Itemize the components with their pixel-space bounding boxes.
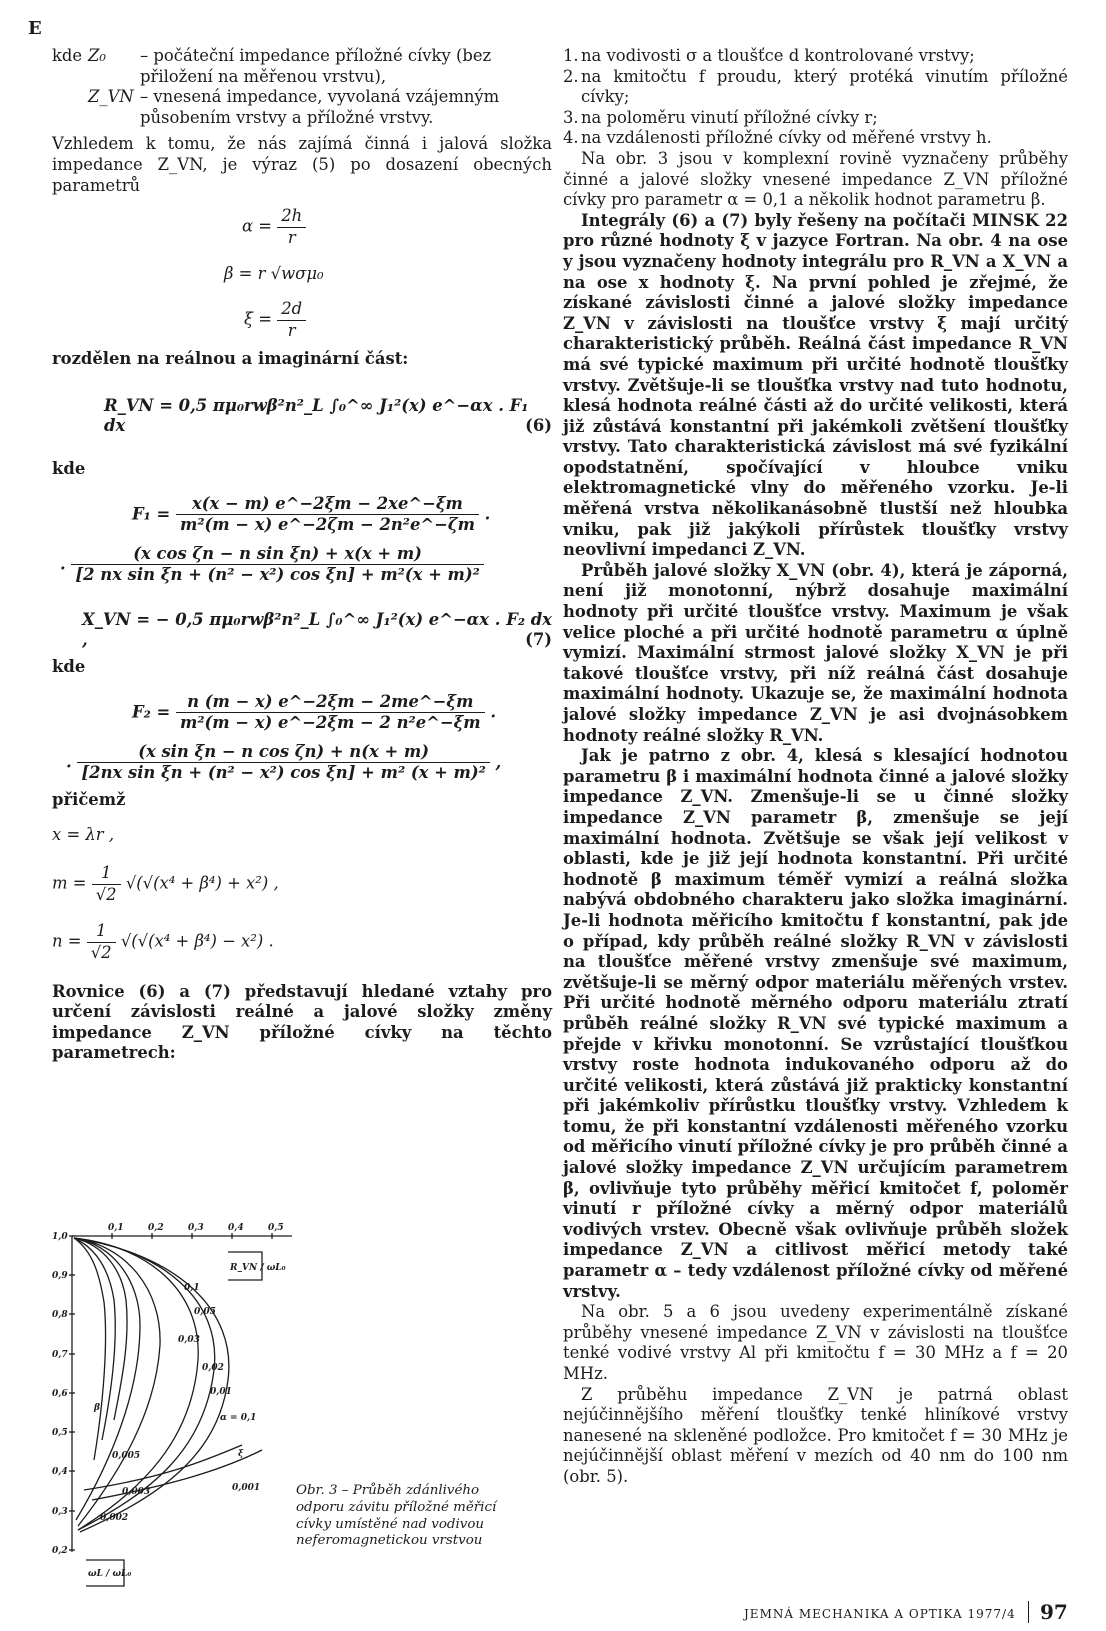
curve-label: 0,1	[184, 1283, 200, 1293]
curve-label: 0,01	[210, 1387, 232, 1397]
left-tick-label: 0,9	[52, 1271, 68, 1281]
curve-label: 0,005	[112, 1451, 141, 1461]
equation-f2: F₂ = $\frac{n (m - x) e\^{}-2\xi m - 2me\^{}-\xi m}{\text{m²(m − x) e\textasciicircum{}−2ξm − 2 n²e\textasciicircum{}−ξm}}$ .	[132, 691, 497, 733]
denominator: √2	[95, 884, 117, 904]
list-text: na vzdálenosti příložné cívky od měřené vrstvy h.	[581, 128, 992, 148]
list-text: na poloměru vinutí příložné cívky r;	[581, 107, 878, 127]
denominator: √2	[90, 943, 112, 962]
definition-z0	[52, 46, 552, 87]
left-column	[52, 46, 552, 1064]
list-text: na vodivosti σ a tloušťce d kontrolované vrstvy;	[581, 46, 975, 65]
def-symbol: Z_VN	[88, 87, 134, 107]
left-tick-label: 0,4	[52, 1467, 68, 1477]
equation-f2-second: . $\frac{\text{(x sin ξn − n cos ζn) + n(x + m)}}{\text{[2nx sin ξn + (n² − x²) cos ξn] + m² (x + m)²}}$ ,	[66, 741, 502, 783]
curve-label: 0,05	[194, 1307, 216, 1317]
def-label: kde	[52, 46, 83, 65]
top-tick-label: 0,5	[268, 1223, 284, 1233]
top-tick-label: 0,3	[188, 1223, 204, 1233]
eq-lhs: F₁ =	[132, 504, 171, 524]
denominator: [2 nx sin ξn + (n² − x²) cos ξn] + m²(x + m)²	[75, 565, 480, 585]
left-tick-label: 0,5	[52, 1428, 68, 1438]
denominator: r	[287, 320, 296, 340]
equation-f1: F₁ = $\frac{x(x - m) e\^{}-2\xi m - 2xe\^{}-\xi m}{\text{m²(m − x) e\textasciicircum{}−2ζm − 2n²e\textasciicircum{}−ζm}}$ .	[132, 493, 491, 535]
top-tick-label: 0,1	[108, 1223, 124, 1233]
alpha-label: α = 0,1	[220, 1413, 257, 1423]
denominator: m²(m − x) e^−2ξm − 2 n²e^−ξm	[179, 713, 481, 733]
pricemz-label: přičemž	[52, 790, 126, 810]
equation-n	[52, 921, 552, 963]
numerator: 1	[92, 863, 121, 885]
def-label	[52, 87, 88, 128]
fraction	[176, 494, 479, 536]
eq-rhs: √(√(x⁴ + β⁴) − x²) .	[120, 932, 274, 951]
eq-body: R_VN = 0,5 πμ₀rwβ²n²_L ∫₀^∞ J₁²(x) e^−αx . F₁ dx	[104, 395, 529, 436]
numerator: (x cos ζn − n sin ξn) + x(x + m)	[71, 544, 483, 566]
eq-body: X_VN = − 0,5 πμ₀rwβ²n²_L ∫₀^∞ J₁²(x) e^−αx . F₂ dx ,	[82, 609, 552, 650]
equation-beta: β = r √wσμ₀	[224, 264, 324, 284]
left-tick-label: 0,8	[52, 1310, 68, 1320]
curve-label: 0,03	[178, 1335, 200, 1345]
definition-zvn	[52, 87, 552, 128]
figure-caption: Obr. 3 – Průběh zdánlivého odporu závitu příložné měřicí cívky umístěné nad vodivou neferomagnetickou vrstvou	[296, 1483, 497, 1549]
fraction	[277, 299, 306, 341]
list-item	[563, 128, 1068, 149]
curve-label: 0,003	[122, 1487, 151, 1497]
eq-lhs: F₂ =	[132, 702, 171, 722]
curve-label: 0,001	[232, 1483, 261, 1493]
parameter-list	[563, 46, 1068, 149]
left-tick-label: 1,0	[52, 1232, 68, 1242]
numerator: 1	[87, 921, 116, 943]
left-tick-label: 0,3	[52, 1507, 68, 1517]
equation-6	[104, 396, 552, 437]
equation-7	[82, 610, 552, 651]
list-text: na kmitočtu f proudu, který protéká vinutím příložné cívky;	[581, 66, 1068, 107]
paragraph: Rovnice (6) a (7) představují hledané vztahy pro určení závislosti reálné a jalové složky změny impedance Z_VN příložné cívky na těchto parametrech:	[52, 981, 552, 1063]
fraction	[176, 692, 485, 734]
paragraph: Integrály (6) a (7) byly řešeny na počítači MINSK 22 pro různé hodnoty ξ v jazyce Fortran. Na obr. 4 na ose y jsou vyznačeny hodnoty integrálu pro R_VN a X_VN a na ose x hodnoty ξ. Na první pohled je zřejmé, že získané závislosti činné a jalové složky impedance Z_VN v závislosti na tloušťce vrstvy ξ mají určitý charakteristický průběh. Reálná část impedance R_VN má své typické maximum při určité hodnotě tloušťky vrstvy. Zvětšuje-li se tloušťka vrstvy nad tuto hodnotu, klesá hodnota reálné části až do určité velikosti, která již zůstává konstantní při jakémkoli zvětšení tloušťky vrstvy. Tato charakteristická závislost má své fyzikální opodstatnění, spočívající v hloubce vniku elektromagnetické vlny do měřeného vzorku. Je-li měřená vrstva několikanásobně tlustší než hloubka vniku, pak již jakýkoli přírůstek tloušťky vrstvy neovlivní impedanci Z_VN.	[563, 210, 1068, 560]
def-symbol: Z₀	[88, 46, 106, 65]
eq-lhs: m =	[52, 873, 87, 893]
equation-alpha	[242, 206, 552, 248]
equation-x: x = λr ,	[52, 824, 115, 844]
list-number: 4.	[563, 128, 579, 148]
corner-mark: E	[28, 18, 42, 39]
paragraph: Vzhledem k tomu, že nás zajímá činná i jalová složka impedance Z_VN, je výraz (5) po dosazení obecných parametrů	[52, 134, 552, 195]
xi-label: ξ	[238, 1449, 244, 1459]
numerator: 2d	[277, 299, 306, 321]
list-item	[563, 67, 1068, 108]
fraction	[277, 206, 306, 248]
paragraph: Na obr. 5 a 6 jsou uvedeny experimentálně získané průběhy vnesené impedance Z_VN v závislosti na tloušťce tenké vodivé vrstvy Al při kmitočtu f = 30 MHz a f = 20 MHz.	[563, 1302, 1068, 1383]
beta-label: β	[94, 1403, 100, 1413]
left-tick-label: 0,2	[52, 1546, 68, 1556]
top-tick-label: 0,4	[228, 1223, 244, 1233]
numerator: 2h	[277, 206, 306, 228]
equation-number: (7)	[525, 630, 552, 650]
right-column	[563, 46, 1068, 1488]
list-number: 1.	[563, 46, 579, 65]
list-item	[563, 108, 1068, 129]
paragraph: rozdělen na reálnou a imaginární část:	[52, 349, 409, 369]
curve-label: 0,002	[100, 1513, 129, 1523]
kde-label: kde	[52, 458, 86, 478]
equation-m	[52, 863, 552, 905]
paragraph: Jak je patrno z obr. 4, klesá s klesající hodnotou parametru β i maximální hodnota činné a jalové složky impedance Z_VN. Zmenšuje-li se u činné složky impedance Z_VN parametr β, zmenšuje se její maximální hodnota. Zvětšuje se však její velikost v oblasti, kde je již její hodnota konstantní. Při určité hodnotě β maximum téměř vymizí a reálná složka nabývá obdobného charakteru jako složka imaginární. Je-li hodnota měřicího kmitočtu f konstantní, pak jde o případ, kdy průběh reálné složky R_VN v závislosti na tloušťce měřené vrstvy zmenšuje své maximum, zvětšuje-li se měrný odpor materiálu měřených vrstev. Při určité hodnotě měrného odporu materiálu ztratí průběh reálné složky R_VN své typické maximum a přejde v křivku monotonní. Se vzrůstající tloušťkou vrstvy roste hodnota indukovaného odporu až do určité velikosti, která zůstává již prakticky konstantní při jakémkoliv přírůstku tloušťky vrstvy. Vzhledem k tomu, že při konstantní vzdálenosti měřeného vzorku od měřicího vinutí příložné cívky je pro průběh činné a jalové složky impedance Z_VN určujícím parametrem β, ovlivňuje tyto průběhy měřicí kmitočet f, poloměr vinutí r příložné cívky a měrný odpor materiálů vodivých vrstev. Obecně však ovlivňuje průběh složek impedance Z_VN a citlivost měřicí metody také parametr α – tedy vzdálenost příložné cívky od měřené vrstvy.	[563, 746, 1068, 1301]
equation-number: (6)	[525, 416, 552, 436]
paragraph: Z průběhu impedance Z_VN je patrná oblast nejúčinnějšího měření tloušťky tenké hliníkové vrstvy nanesené na skleněné podložce. Pro kmitočet f = 30 MHz je nejúčinnější oblast měření v mezích od 40 nm do 100 nm (obr. 5).	[563, 1384, 1068, 1486]
curve-label: 0,02	[202, 1363, 224, 1373]
denominator: r	[287, 227, 296, 247]
list-item	[563, 46, 1068, 67]
journal-footer: JEMNÁ MECHANIKA A OPTIKA 1977/4	[744, 1607, 1016, 1621]
eq-lhs: α =	[242, 216, 273, 236]
left-tick-label: 0,7	[52, 1350, 68, 1360]
numerator: x(x − m) e^−2ξm − 2xe^−ξm	[176, 494, 479, 516]
left-tick-label: 0,6	[52, 1389, 68, 1399]
paragraph: Průběh jalové složky X_VN (obr. 4), která je záporná, není již monotonní, nýbrž dosahuje maximální hodnoty při určité tloušťce vrstvy. Maximum je však velice ploché a při určité hodnotě parametru α úplně vymizí. Maximální strmost jalové složky X_VN je při takové tloušťce vrstvy, při níž reálná část dosahuje maximální hodnoty. Ukazuje se, že maximální hodnota jalové složky impedance Z_VN je asi dvojnásobkem hodnoty reálné složky R_VN.	[563, 560, 1068, 745]
x-axis-label: ωL / ωL₀	[88, 1569, 132, 1579]
fraction	[71, 544, 483, 586]
fraction	[87, 921, 116, 963]
equation-xi	[244, 299, 552, 341]
r-axis-label: R_VN / ωL₀	[230, 1263, 286, 1273]
numerator: n (m − x) e^−2ξm − 2me^−ξm	[176, 692, 485, 714]
fraction	[77, 742, 489, 784]
kde-label: kde	[52, 657, 86, 677]
def-text: – vnesená impedance, vyvolaná vzájemným působením vrstvy a příložné vrstvy.	[140, 87, 500, 127]
page-number: 97	[1040, 1600, 1068, 1624]
top-tick-label: 0,2	[148, 1223, 164, 1233]
denominator: m²(m − x) e^−2ζm − 2n²e^−ζm	[179, 515, 475, 535]
footer-divider	[1028, 1601, 1029, 1623]
eq-lhs: ξ =	[244, 309, 272, 329]
fraction	[92, 863, 121, 905]
list-number: 3.	[563, 107, 579, 127]
def-text: – počáteční impedance příložné cívky (bez přiložení na měřenou vrstvu),	[140, 46, 492, 86]
paragraph: Na obr. 3 jsou v komplexní rovině vyznačeny průběhy činné a jalové složky vnesené impedance Z_VN příložné cívky pro parametr α = 0,1 a několik hodnot parametru β.	[563, 148, 1068, 210]
equation-f1-second: . $\frac{\text{(x cos ζn − n sin ξn) + x(x + m)}}{\text{[2 nx sin ξn + (n² − x²) cos ξn] + m²(x + m)²}}$	[60, 544, 552, 586]
eq-lhs: n =	[52, 932, 82, 951]
numerator: (x sin ξn − n cos ζn) + n(x + m)	[77, 742, 489, 764]
denominator: [2nx sin ξn + (n² − x²) cos ξn] + m² (x + m)²	[81, 763, 486, 783]
eq-rhs: √(√(x⁴ + β⁴) + x²) ,	[125, 873, 279, 893]
list-number: 2.	[563, 66, 579, 86]
